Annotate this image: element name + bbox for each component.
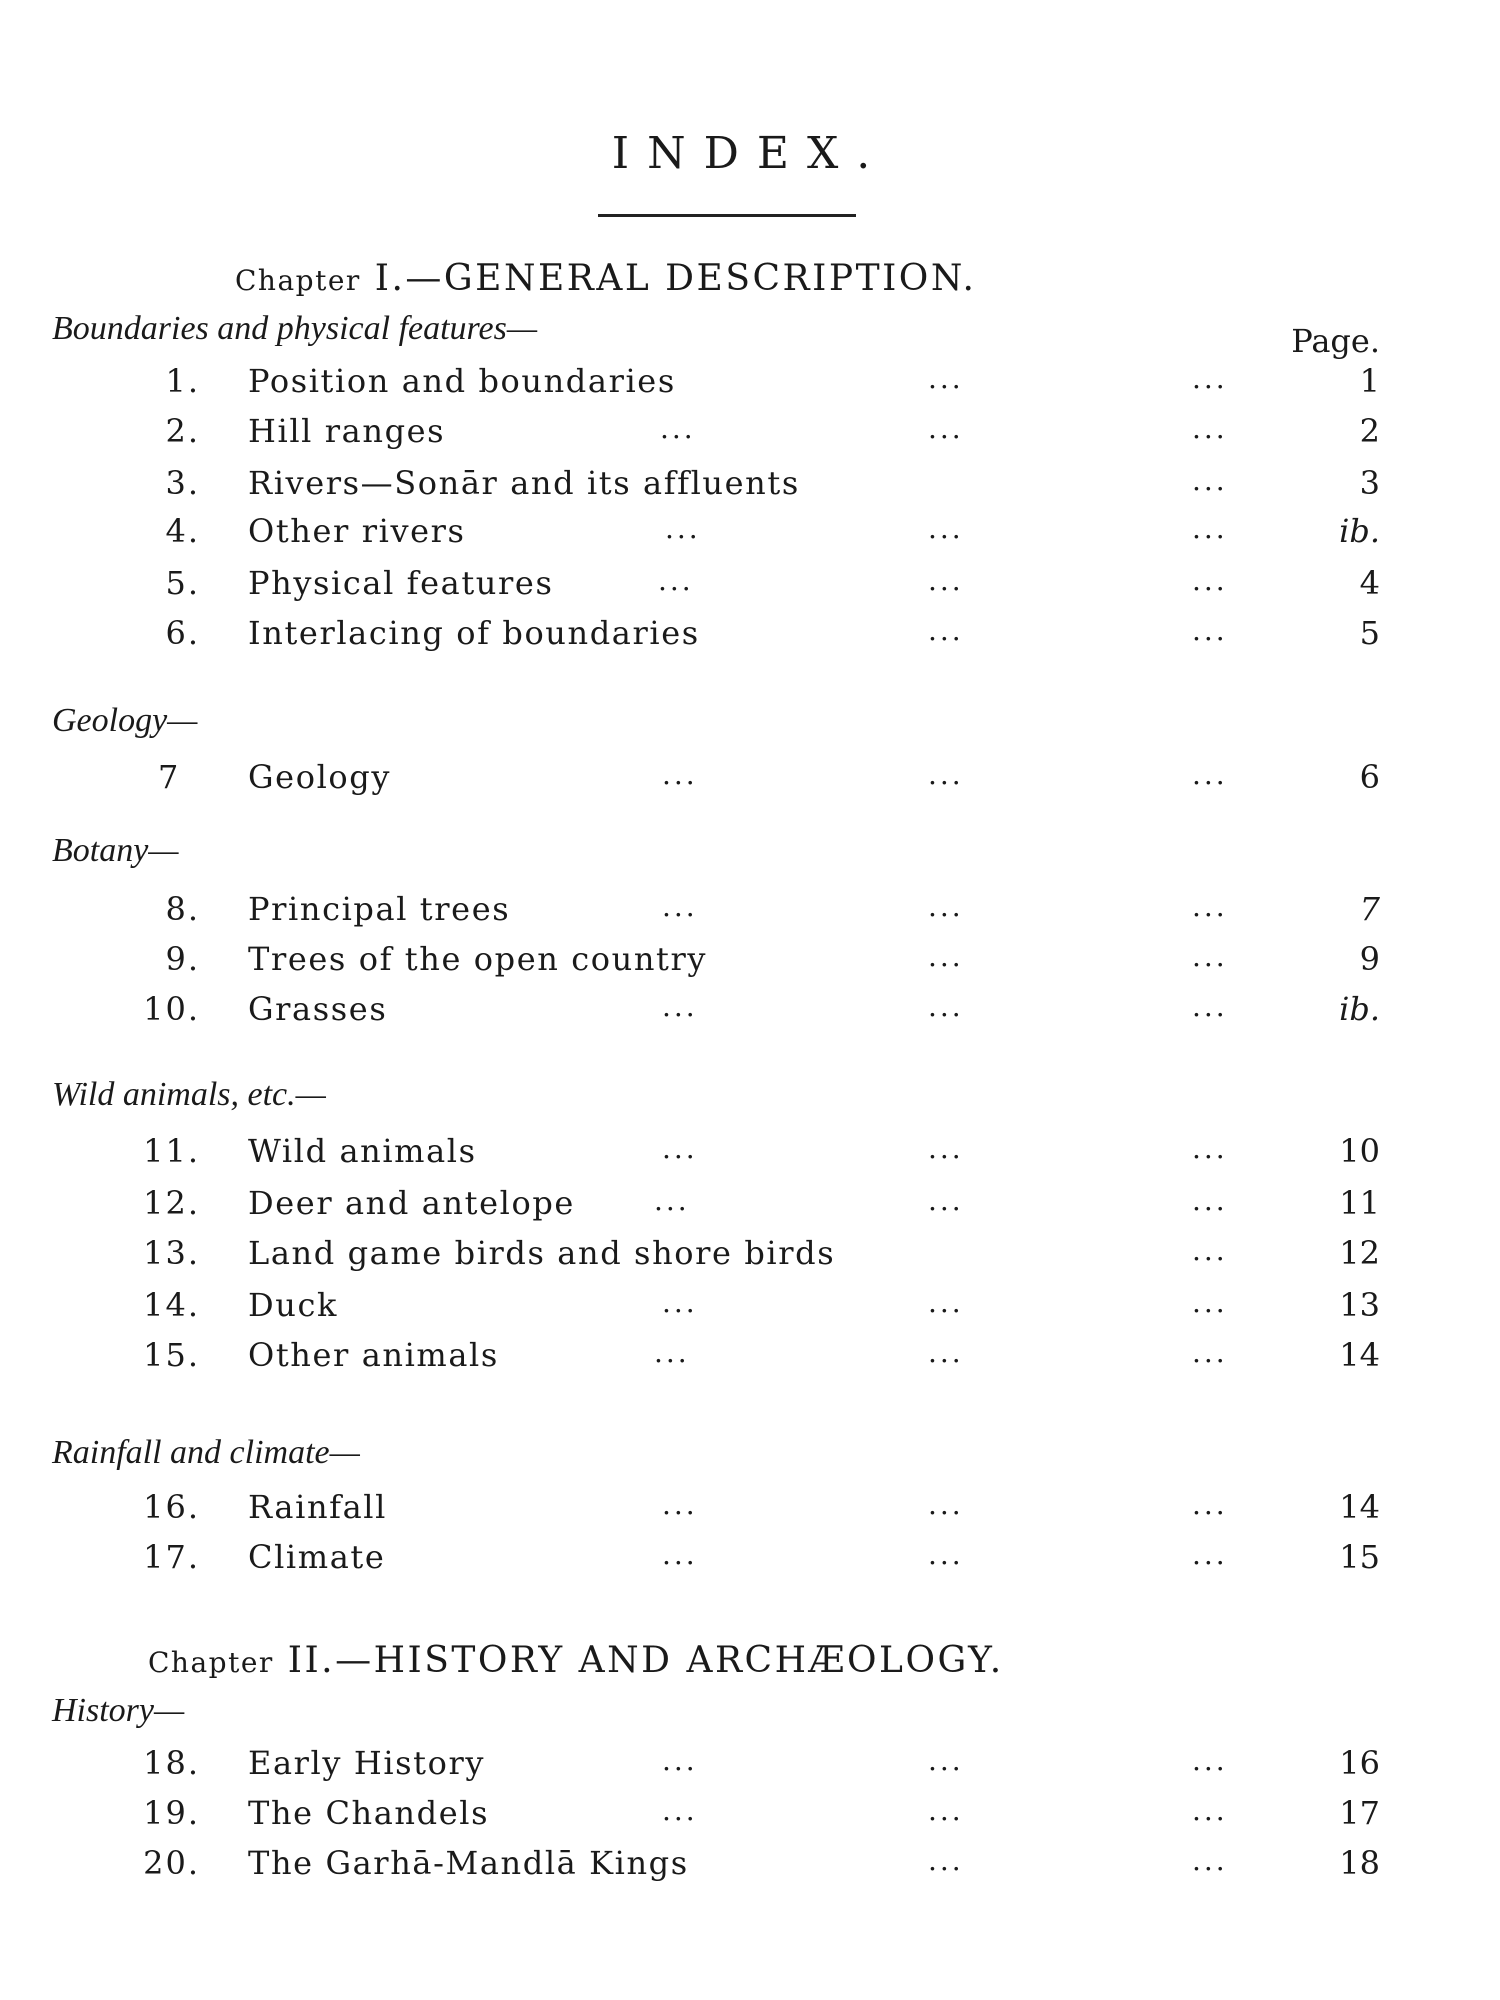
entry-title: Trees of the open country [248,940,708,978]
entry-page: 10 [1339,1132,1380,1170]
leader-dots: ... [662,990,698,1023]
entry-title: Principal trees [248,890,511,928]
entry-title: Rivers—Sonār and its affluents [248,464,800,502]
leader-dots: ... [662,1794,698,1827]
entry-title: Other animals [248,1336,499,1374]
entry-title: Other rivers [248,512,466,550]
index-entry [0,1744,1500,1788]
entry-title: Duck [248,1286,338,1324]
entry-page: 1 [1359,362,1380,400]
entry-number: 11. [143,1132,200,1170]
leader-dots: ... [1192,564,1228,597]
entry-number: 2. [165,412,200,450]
index-entry [0,412,1500,456]
leader-dots: ... [654,1336,690,1369]
leader-dots: ... [1192,412,1228,445]
leader-dots: ... [1192,1794,1228,1827]
index-entry [0,1488,1500,1532]
entry-number: 20. [143,1844,200,1882]
title-rule [598,214,856,217]
index-entry [0,1844,1500,1888]
leader-dots: ... [1192,362,1228,395]
leader-dots: ... [928,1184,964,1217]
entry-title: Physical features [248,564,554,602]
entry-number: 18. [143,1744,200,1782]
section-heading: Rainfall and climate— [52,1434,360,1471]
leader-dots: ... [1192,758,1228,791]
entry-page: ib. [1339,990,1380,1028]
entry-page: 17 [1339,1794,1380,1832]
chapter-name: —HISTORY AND ARCHÆOLOGY. [335,1640,1004,1681]
entry-number: 3. [165,464,200,502]
entry-number: 4. [165,512,200,550]
entry-page: 16 [1339,1744,1380,1782]
leader-dots: ... [1192,1488,1228,1521]
index-entry [0,890,1500,934]
leader-dots: ... [1192,1286,1228,1319]
leader-dots: ... [928,1844,964,1877]
leader-dots: ... [1192,1234,1228,1267]
leader-dots: ... [928,758,964,791]
chapter-heading [148,1640,1004,1681]
leader-dots: ... [928,1336,964,1369]
index-entry [0,564,1500,608]
entry-page: 9 [1359,940,1380,978]
index-entry [0,1286,1500,1330]
page-title: INDEX. [611,128,889,179]
leader-dots: ... [662,890,698,923]
entry-number: 12. [143,1184,200,1222]
leader-dots: ... [1192,464,1228,497]
entry-number: 7 [158,758,181,796]
chapter-prefix: Chapter [235,264,361,297]
leader-dots: ... [928,940,964,973]
entry-title: Early History [248,1744,486,1782]
entry-page: 13 [1339,1286,1380,1324]
leader-dots: ... [654,1184,690,1217]
leader-dots: ... [1192,614,1228,647]
index-entry [0,1184,1500,1228]
entry-number: 14. [143,1286,200,1324]
leader-dots: ... [1192,1336,1228,1369]
entry-title: Interlacing of boundaries [248,614,700,652]
entry-title: Land game birds and shore birds [248,1234,836,1272]
index-entry [0,1234,1500,1278]
leader-dots: ... [928,1794,964,1827]
entry-number: 5. [165,564,200,602]
entry-title: Geology [248,758,392,796]
leader-dots: ... [665,512,701,545]
leader-dots: ... [660,412,696,445]
leader-dots: ... [1192,1132,1228,1165]
entry-number: 15. [143,1336,200,1374]
entry-page: 12 [1339,1234,1380,1272]
leader-dots: ... [662,758,698,791]
index-entry [0,512,1500,556]
entry-title: Hill ranges [248,412,446,450]
entry-page: ib. [1339,512,1380,550]
entry-title: Grasses [248,990,388,1028]
entry-number: 6. [165,614,200,652]
leader-dots: ... [928,512,964,545]
index-entry [0,1538,1500,1582]
index-entry [0,1794,1500,1838]
entry-title: Position and boundaries [248,362,676,400]
leader-dots: ... [1192,1538,1228,1571]
leader-dots: ... [928,1488,964,1521]
leader-dots: ... [662,1744,698,1777]
entry-number: 1. [165,362,200,400]
leader-dots: ... [1192,1184,1228,1217]
entry-page: 3 [1359,464,1380,502]
leader-dots: ... [928,362,964,395]
chapter-roman: II. [287,1640,336,1681]
entry-number: 13. [143,1234,200,1272]
entry-title: The Garhā-Mandlā Kings [248,1844,689,1882]
leader-dots: ... [928,1132,964,1165]
entry-number: 19. [143,1794,200,1832]
chapter-heading [235,258,976,299]
leader-dots: ... [658,564,694,597]
section-heading: Botany— [52,832,179,869]
index-entry [0,1336,1500,1380]
entry-title: Rainfall [248,1488,387,1526]
leader-dots: ... [662,1538,698,1571]
leader-dots: ... [928,990,964,1023]
chapter-name: —GENERAL DESCRIPTION. [405,258,977,299]
entry-page: 2 [1359,412,1380,450]
chapter-prefix: Chapter [148,1646,274,1679]
index-entry [0,990,1500,1034]
section-heading: Boundaries and physical features— [52,310,538,347]
leader-dots: ... [928,412,964,445]
index-entry [0,940,1500,984]
entry-page: 7 [1359,890,1380,928]
index-entry [0,1132,1500,1176]
entry-page: 4 [1359,564,1380,602]
leader-dots: ... [1192,512,1228,545]
entry-number: 16. [143,1488,200,1526]
chapter-roman: I. [374,258,406,299]
entry-title: Wild animals [248,1132,477,1170]
entry-number: 17. [143,1538,200,1576]
entry-page: 14 [1339,1336,1380,1374]
leader-dots: ... [928,890,964,923]
leader-dots: ... [662,1286,698,1319]
entry-title: Deer and antelope [248,1184,575,1222]
leader-dots: ... [662,1488,698,1521]
entry-number: 9. [165,940,200,978]
section-heading: Geology— [52,702,198,739]
section-heading: History— [52,1692,185,1729]
section-heading: Wild animals, etc.— [52,1076,326,1113]
leader-dots: ... [662,1132,698,1165]
page-column-label: Page. [1291,322,1380,360]
leader-dots: ... [1192,1744,1228,1777]
index-entry [0,614,1500,658]
leader-dots: ... [1192,1844,1228,1877]
index-entry [0,758,1500,802]
entry-number: 8. [165,890,200,928]
entry-page: 14 [1339,1488,1380,1526]
entry-page: 5 [1359,614,1380,652]
leader-dots: ... [1192,990,1228,1023]
entry-page: 11 [1339,1184,1380,1222]
entry-page: 18 [1339,1844,1380,1882]
leader-dots: ... [928,614,964,647]
entry-page: 15 [1339,1538,1380,1576]
index-entry [0,464,1500,508]
leader-dots: ... [928,1286,964,1319]
leader-dots: ... [1192,940,1228,973]
leader-dots: ... [928,1538,964,1571]
entry-number: 10. [143,990,200,1028]
leader-dots: ... [928,564,964,597]
entry-title: The Chandels [248,1794,490,1832]
entry-page: 6 [1359,758,1380,796]
entry-title: Climate [248,1538,386,1576]
leader-dots: ... [1192,890,1228,923]
index-entry [0,362,1500,406]
leader-dots: ... [928,1744,964,1777]
